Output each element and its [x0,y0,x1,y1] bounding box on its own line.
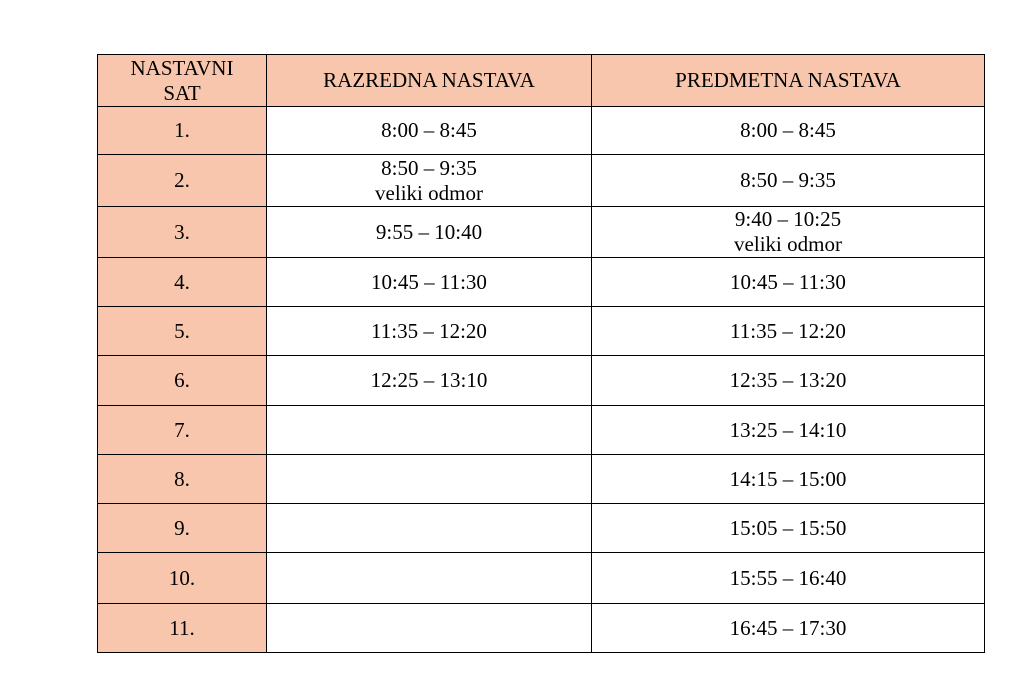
predmetna-time-line: 9:40 – 10:25 [734,207,842,231]
predmetna-time-cell [592,504,985,553]
header-row [98,55,985,107]
predmetna-time-line: 11:35 – 12:20 [730,318,846,343]
razredna-time-cell [267,406,592,455]
period-number-cell: 7. [98,406,267,455]
razredna-time-cell [267,155,592,207]
predmetna-time-cell [592,107,985,155]
predmetna-time-line: 15:05 – 15:50 [729,515,847,540]
table-row [98,307,985,356]
period-number-cell: 1. [98,107,267,155]
period-number-cell: 2. [98,155,267,207]
predmetna-time-cell [592,356,985,406]
table-row [98,107,985,155]
period-number-cell: 6. [98,356,267,406]
predmetna-time-cell [592,207,985,258]
predmetna-time-line: 15:55 – 16:40 [729,565,847,590]
razredna-time-line: 10:45 – 11:30 [371,269,487,294]
predmetna-time-line: 16:45 – 17:30 [729,615,847,640]
predmetna-time-cell [592,604,985,653]
predmetna-time-line: 8:50 – 9:35 [740,168,836,192]
header-nastavni-sat [98,55,267,107]
period-number-cell: 4. [98,258,267,307]
predmetna-time-line: 14:15 – 15:00 [729,466,847,491]
table-row [98,356,985,406]
razredna-time-line: 8:00 – 8:45 [381,118,477,142]
razredna-time-line: 12:25 – 13:10 [370,368,488,392]
table-row [98,455,985,504]
predmetna-time-cell [592,553,985,604]
schedule-table [97,54,985,653]
table-row [98,604,985,653]
period-number-cell: 3. [98,207,267,258]
period-number-cell: 8. [98,455,267,504]
header-razredna-nastava: RAZREDNA NASTAVA [267,55,592,107]
header-nastavni-sat-line1: NASTAVNI [130,55,234,80]
predmetna-time-line: 13:25 – 14:10 [729,417,847,442]
header-nastavni-sat-line2: SAT [163,80,201,105]
schedule-body [98,107,985,653]
razredna-time-cell [267,207,592,258]
period-number-cell: 5. [98,307,267,356]
predmetna-time-cell [592,155,985,207]
period-number-cell: 11. [98,604,267,653]
table-row [98,155,985,207]
predmetna-time-cell [592,258,985,307]
predmetna-time-line: veliki odmor [734,232,842,256]
razredna-time-cell [267,356,592,406]
header-predmetna-nastava: PREDMETNA NASTAVA [592,55,985,107]
period-number-cell: 9. [98,504,267,553]
predmetna-time-cell [592,406,985,455]
predmetna-time-line: 8:00 – 8:45 [740,118,836,142]
table-row [98,553,985,604]
predmetna-time-line: 10:45 – 11:30 [730,269,846,294]
period-number-cell: 10. [98,553,267,604]
table-row [98,504,985,553]
razredna-time-line: 11:35 – 12:20 [371,318,487,343]
predmetna-time-cell [592,455,985,504]
razredna-time-cell [267,553,592,604]
table-row [98,406,985,455]
razredna-time-cell [267,504,592,553]
predmetna-time-line: 12:35 – 13:20 [729,368,847,392]
razredna-time-cell [267,107,592,155]
razredna-time-cell [267,455,592,504]
razredna-time-cell [267,604,592,653]
razredna-time-cell [267,307,592,356]
razredna-time-line: 9:55 – 10:40 [375,219,483,244]
razredna-time-cell [267,258,592,307]
predmetna-time-cell [592,307,985,356]
razredna-time-line: veliki odmor [375,180,483,205]
razredna-time-line: 8:50 – 9:35 [381,155,477,180]
table-row [98,258,985,307]
table-row [98,207,985,258]
